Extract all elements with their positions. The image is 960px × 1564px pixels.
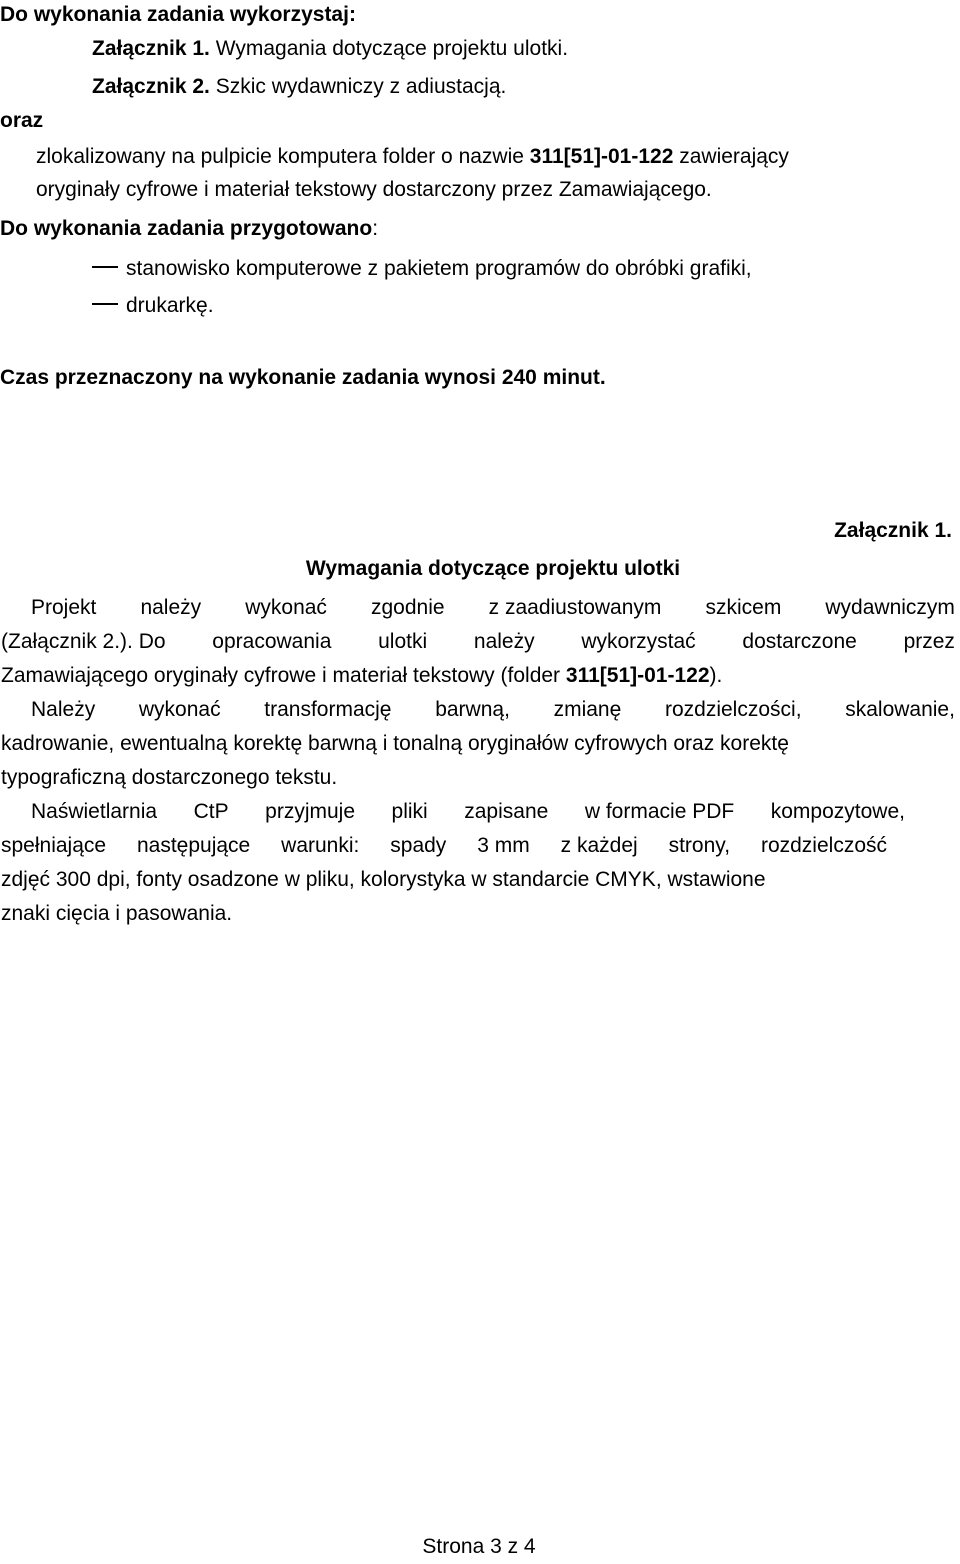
attachment-1-ref-label: Załącznik 1. [92,37,210,60]
folder-line-1-a: zlokalizowany na pulpicie komputera folder o nazwie [36,145,530,168]
text: ). [709,664,723,687]
word: skalowanie, [845,698,955,721]
word: dostarczone [742,630,857,653]
intro-heading: Do wykonania zadania wykorzystaj: [0,3,356,26]
word: warunki: [281,834,360,857]
attachment-1-ref [92,32,568,66]
p1-line-1 [31,591,955,625]
word: rozdzielczości, [664,698,802,721]
word: w formacie PDF [584,800,735,823]
folder-line-2: oryginały cyfrowe i materiał tekstowy dostarczony przez Zamawiającego. [36,178,712,201]
prepared-item-text: drukarkę. [126,294,214,317]
p1-line-3 [1,659,722,693]
p1-line-2 [1,625,955,659]
word: należy [473,630,535,653]
word: strony, [668,834,731,857]
p2-line-3: typograficzną dostarczonego tekstu. [1,766,338,789]
p2-line-2: kadrowanie, ewentualną korektę barwną i tonalną oryginałów cyfrowych oraz korektę [1,732,789,755]
time-statement: Czas przeznaczony na wykonanie zadania wynosi 240 minut. [0,366,606,389]
text: Zamawiającego oryginały cyfrowe i materiał tekstowy (folder [1,664,566,687]
prepared-item-text: stanowisko komputerowe z pakietem programów do obróbki grafiki, [126,257,752,280]
word: Należy [31,698,96,721]
word: barwną, [435,698,510,721]
page-number: Strona 3 z 4 [422,1535,536,1558]
folder-line-1-b: zawierający [673,145,789,168]
word: wydawniczym [825,596,955,619]
folder-line-1 [36,140,789,174]
attachment-1-label: Załącznik 1. [834,519,952,542]
p2-line-1 [31,693,955,727]
word: wykonać [245,596,327,619]
text: (Załącznik 2.). [1,630,139,653]
word: zapisane [464,800,549,823]
word: spełniające [1,834,107,857]
prepared-item [92,252,752,286]
word: z zaadiustowanym [488,596,662,619]
word: przez [903,630,955,653]
word: z każdej [560,834,638,857]
word: opracowania [212,630,332,653]
word: Do [138,630,166,653]
word: zgodnie [371,596,445,619]
word: Naświetlarnia [31,800,158,823]
word: kompozytowe, [770,800,905,823]
dash-bullet-icon [92,303,118,305]
dash-bullet-icon [92,266,118,268]
prepared-heading [0,212,378,246]
oraz-label: oraz [0,109,44,132]
folder-code: 311[51]-01-122 [565,664,710,687]
word: CtP [193,800,229,823]
attachment-1-ref-text: Wymagania dotyczące projektu ulotki. [209,37,569,60]
folder-code: 311[51]-01-122 [529,145,674,168]
word: Projekt [31,596,97,619]
word: następujące [136,834,251,857]
prepared-heading-colon: : [372,217,379,240]
word: ulotki [378,630,428,653]
word: wykorzystać [581,630,696,653]
word: wykonać [138,698,221,721]
p3-line-2 [1,829,887,863]
p3-line-4: znaki cięcia i pasowania. [1,902,233,925]
word: przyjmuje [265,800,355,823]
p3-line-1 [31,795,905,829]
prepared-heading-text: Do wykonania zadania przygotowano [0,217,373,240]
attachment-2-ref-text: Szkic wydawniczy z adiustacją. [209,75,507,98]
prepared-item [92,289,214,323]
word: transformację [264,698,392,721]
word: szkicem [705,596,782,619]
word: zmianę [553,698,622,721]
attachment-2-ref [92,70,506,104]
word: 3 mm [477,834,530,857]
word: pliki [391,800,428,823]
word: rozdzielczość [760,834,887,857]
word: spady [390,834,447,857]
p3-line-3: zdjęć 300 dpi, fonty osadzone w pliku, kolorystyka w standarcie CMYK, wstawione [1,868,766,891]
word: należy [140,596,202,619]
attachment-2-ref-label: Załącznik 2. [92,75,210,98]
attachment-1-title: Wymagania dotyczące projektu ulotki [305,557,681,580]
p1-line-2-lead [1,625,166,659]
